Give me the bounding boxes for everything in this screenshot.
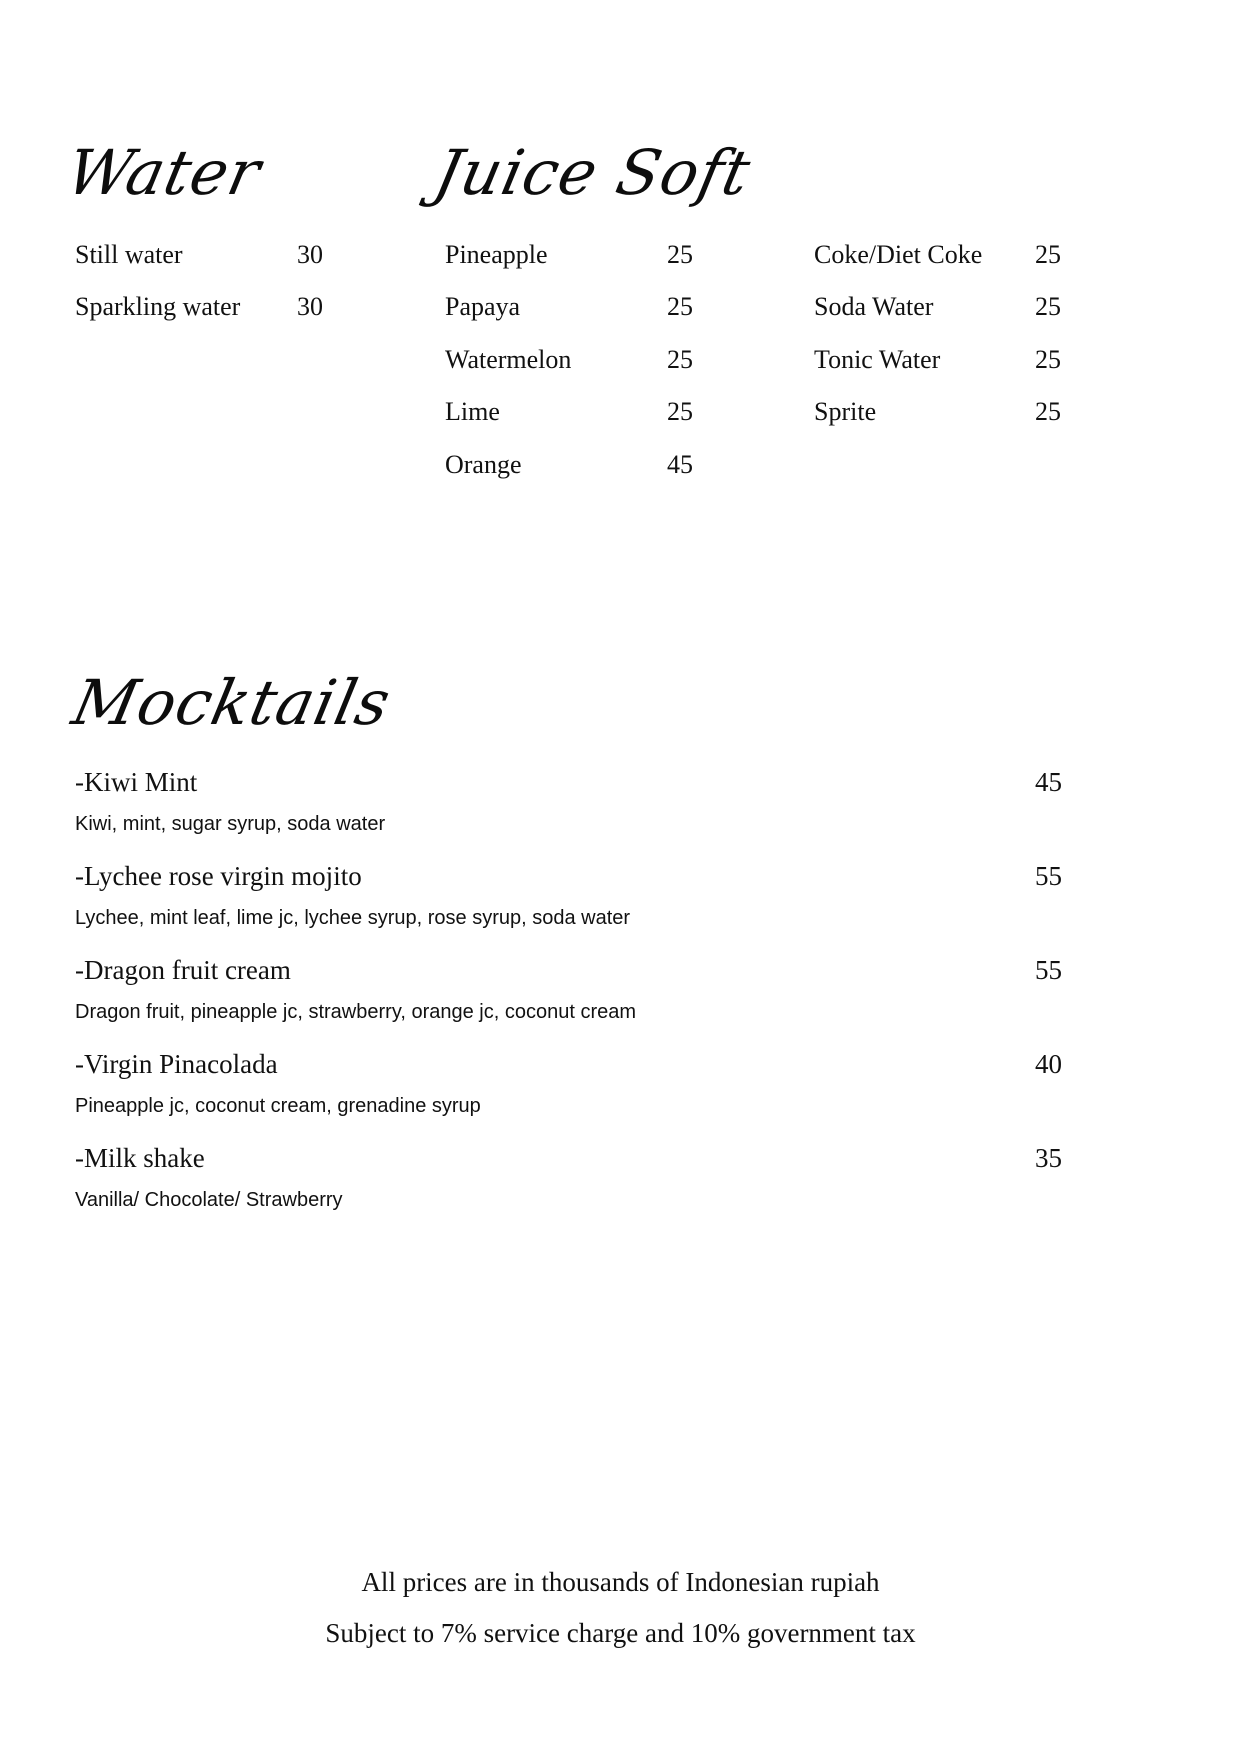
item-name: Sprite [814, 397, 877, 426]
mocktail-price: 40 [1035, 1049, 1062, 1079]
mocktail-price: 55 [1035, 861, 1062, 891]
item-name: Lime [445, 397, 500, 426]
item-price: 25 [1035, 292, 1061, 321]
mocktail-description: Lychee, mint leaf, lime jc, lychee syrup, rose syrup, soda water [75, 907, 631, 929]
item-price: 25 [1035, 240, 1061, 269]
item-name: Watermelon [445, 345, 572, 374]
mocktail-price: 35 [1035, 1143, 1062, 1173]
footer-tax-note: Subject to 7% service charge and 10% government tax [325, 1618, 916, 1648]
item-price: 25 [667, 292, 693, 321]
item-name: Sparkling water [75, 292, 241, 321]
item-price: 25 [1035, 345, 1061, 374]
mocktails-heading-text: Mocktails [66, 666, 398, 739]
item-name: Coke/Diet Coke [814, 240, 983, 269]
item-name: Soda Water [814, 292, 934, 321]
item-price: 25 [1035, 397, 1061, 426]
item-name: Still water [75, 240, 183, 269]
mocktail-name: -Virgin Pinacolada [75, 1049, 278, 1079]
item-name: Pineapple [445, 240, 548, 269]
mocktail-description: Vanilla/ Chocolate/ Strawberry [75, 1189, 343, 1211]
mocktail-name: -Kiwi Mint [75, 767, 198, 797]
mocktail-name: -Dragon fruit cream [75, 955, 291, 985]
mocktail-name: -Milk shake [75, 1143, 205, 1173]
item-price: 25 [667, 397, 693, 426]
item-price: 30 [297, 240, 323, 269]
item-price: 30 [297, 292, 323, 321]
footer-currency-note: All prices are in thousands of Indonesian rupiah [361, 1567, 880, 1597]
mocktail-description: Kiwi, mint, sugar syrup, soda water [75, 813, 386, 835]
mocktail-name: -Lychee rose virgin mojito [75, 861, 362, 891]
mocktail-description: Pineapple jc, coconut cream, grenadine syrup [75, 1095, 481, 1117]
mocktails-heading [66, 666, 398, 739]
water-heading [60, 136, 268, 209]
mocktail-description: Dragon fruit, pineapple jc, strawberry, orange jc, coconut cream [75, 1001, 637, 1023]
item-price: 25 [667, 240, 693, 269]
juice-soft-heading [428, 136, 758, 209]
item-price: 25 [667, 345, 693, 374]
mocktail-price: 55 [1035, 955, 1062, 985]
item-name: Papaya [445, 292, 521, 321]
mocktail-price: 45 [1035, 767, 1062, 797]
water-heading-text: Water [60, 136, 268, 209]
juice-soft-heading-text: Juice Soft [428, 136, 758, 209]
item-price: 45 [667, 450, 693, 479]
item-name: Orange [445, 450, 522, 479]
item-name: Tonic Water [814, 345, 941, 374]
